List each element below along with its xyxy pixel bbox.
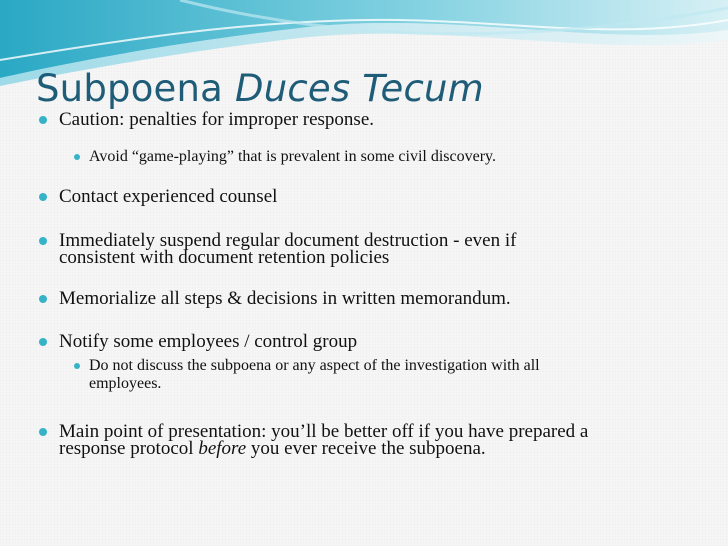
bullet-dot-icon xyxy=(74,363,80,369)
bullet-dot-icon xyxy=(39,295,47,303)
bullet-suspend xyxy=(59,232,516,266)
slide-title xyxy=(36,66,484,112)
bullet-dot-icon xyxy=(74,154,80,160)
bullet-main-point-line2-b: you ever receive the subpoena. xyxy=(246,438,486,459)
bullet-dot-icon xyxy=(39,428,47,436)
bullet-counsel-text: Contact experienced counsel xyxy=(59,186,278,207)
bullet-caution-text: Caution: penalties for improper response. xyxy=(59,109,375,130)
slide-title-plain: Subpoena xyxy=(36,67,235,110)
sub-bullet-discuss-line1: Do not discuss the subpoena or any aspect of the investigation with all xyxy=(89,357,540,374)
bullet-notify xyxy=(59,333,357,350)
sub-bullet-discuss xyxy=(89,357,540,393)
bullet-suspend-line1: Immediately suspend regular document destruction - even if xyxy=(59,230,517,251)
bullet-notify-text: Notify some employees / control group xyxy=(59,331,358,352)
bullet-counsel xyxy=(59,188,277,205)
bullet-dot-icon xyxy=(39,193,47,201)
bullet-dot-icon xyxy=(39,338,47,346)
slide-title-italic: Duces Tecum xyxy=(235,67,484,110)
bullet-caution xyxy=(59,111,374,128)
bullet-main-point xyxy=(59,423,588,457)
bullet-main-point-line2-a: response protocol xyxy=(59,438,199,459)
sub-bullet-avoid-text: Avoid “game-playing” that is prevalent in some civil discovery. xyxy=(89,148,496,165)
bullet-main-point-emphasis: before xyxy=(198,438,247,459)
sub-bullet-discuss-line2: employees. xyxy=(89,375,162,392)
bullet-main-point-line1: Main point of presentation: you’ll be better off if you have prepared a xyxy=(59,421,589,442)
sub-bullet-avoid xyxy=(89,148,496,166)
bullet-memorialize xyxy=(59,290,511,307)
bullet-dot-icon xyxy=(39,237,47,245)
bullet-main-point-line2 xyxy=(59,440,588,457)
bullet-dot-icon xyxy=(39,116,47,124)
bullet-memorialize-text: Memorialize all steps & decisions in written memorandum. xyxy=(59,288,511,309)
bullet-suspend-line2: consistent with document retention policies xyxy=(59,247,390,268)
